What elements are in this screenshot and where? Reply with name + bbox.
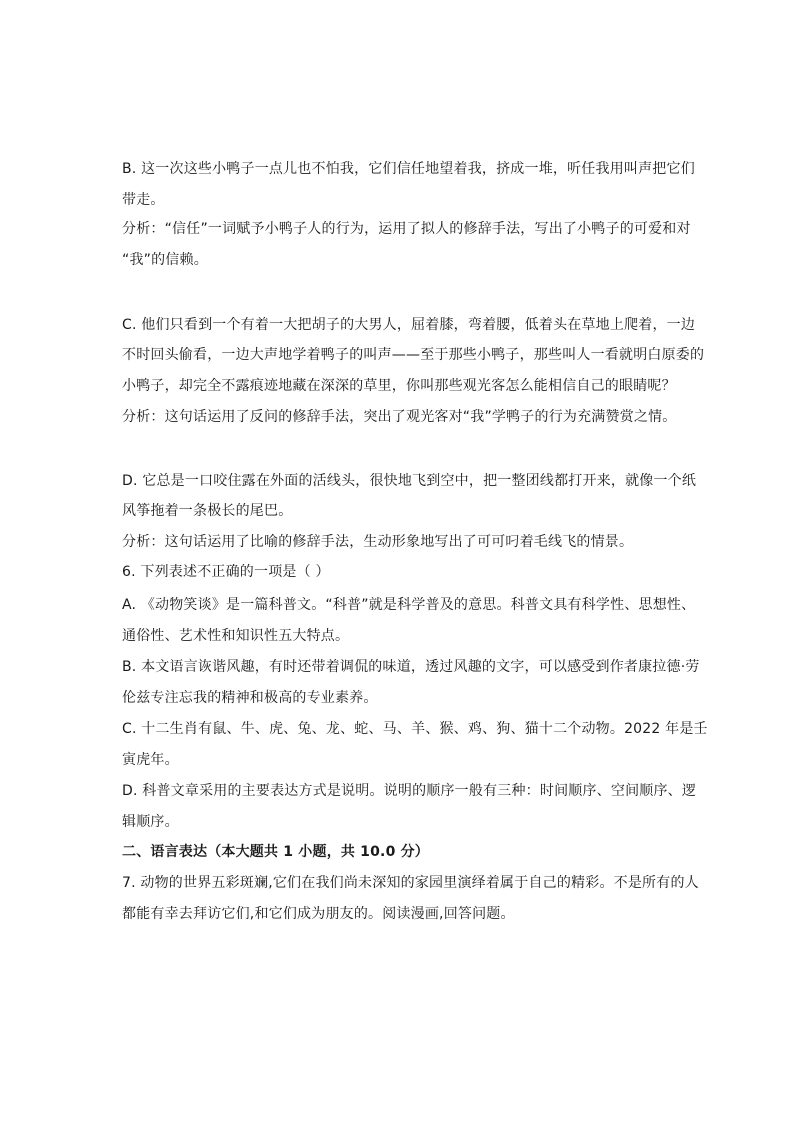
option-c-line-1: C. 他们只看到一个有着一大把胡子的大男人，屈着膝，弯着腰，低着头在草地上爬着，一边 xyxy=(122,317,696,333)
option-b-line-2: 带走。 xyxy=(122,192,165,208)
question-6-option-a-line-2: 通俗性、艺术性和知识性五大特点。 xyxy=(122,628,350,644)
question-6-option-d-line-1: D. 科普文章采用的主要表达方式是说明。说明的顺序一般有三种：时间顺序、空间顺序、逻 xyxy=(122,783,697,799)
question-6-option-d-line-2: 辑顺序。 xyxy=(122,814,179,830)
option-b-line-1: B. 这一次这些小鸭子一点儿也不怕我，它们信任地望着我，挤成一堆，听任我用叫声把它们 xyxy=(122,161,695,177)
question-6-option-c-line-1: C. 十二生肖有鼠、牛、虎、兔、龙、蛇、马、羊、猴、鸡、狗、猫十二个动物。2022 年是壬 xyxy=(122,721,708,737)
question-7-line-1: 7. 动物的世界五彩斑斓,它们在我们尚未深知的家园里演绎着属于自己的精彩。不是所有的人 xyxy=(122,875,699,891)
option-c-line-3: 小鸭子，却完全不露痕迹地藏在深深的草里，你叫那些观光客怎么能相信自己的眼睛呢？ xyxy=(122,378,676,394)
question-6-stem: 6. 下列表述不正确的一项是（ ） xyxy=(122,564,330,580)
option-c-line-2: 不时回头偷看，一边大声地学着鸭子的叫声——至于那些小鸭子，那些叫人一看就明白原委的 xyxy=(122,347,705,363)
question-6-option-a-line-1: A. 《动物笑谈》是一篇科普文。“科普”就是科学普及的意思。科普文具有科学性、思想性、 xyxy=(122,597,696,613)
option-d-line-2: 风筝拖着一条极长的尾巴。 xyxy=(122,503,293,519)
option-c-analysis: 分析：这句话运用了反问的修辞手法，突出了观光客对“我”学鸭子的行为充满赞赏之情。 xyxy=(122,409,677,425)
question-7-line-2: 都能有幸去拜访它们,和它们成为朋友的。阅读漫画,回答问题。 xyxy=(122,906,515,922)
question-6-option-b-line-2: 伦兹专注忘我的精神和极高的专业素养。 xyxy=(122,690,378,706)
section-2-heading: 二、语言表达（本大题共 1 小题，共 10.0 分） xyxy=(122,844,429,860)
question-6-option-c-line-2: 寅虎年。 xyxy=(122,752,179,768)
option-d-line-1: D. 它总是一口咬住露在外面的活线头，很快地飞到空中，把一整团线都打开来，就像一个纸 xyxy=(122,473,697,489)
option-b-analysis-line-1: 分析：“信任”一词赋予小鸭子人的行为，运用了拟人的修辞手法，写出了小鸭子的可爱和对 xyxy=(122,221,691,237)
question-6-option-b-line-1: B. 本文语言诙谐风趣，有时还带着调侃的味道，透过风趣的文字，可以感受到作者康拉德·劳 xyxy=(122,659,700,675)
option-d-analysis: 分析：这句话运用了比喻的修辞手法，生动形象地写出了可可叼着毛线飞的情景。 xyxy=(122,534,634,550)
option-b-analysis-line-2: “我”的信赖。 xyxy=(122,252,208,268)
